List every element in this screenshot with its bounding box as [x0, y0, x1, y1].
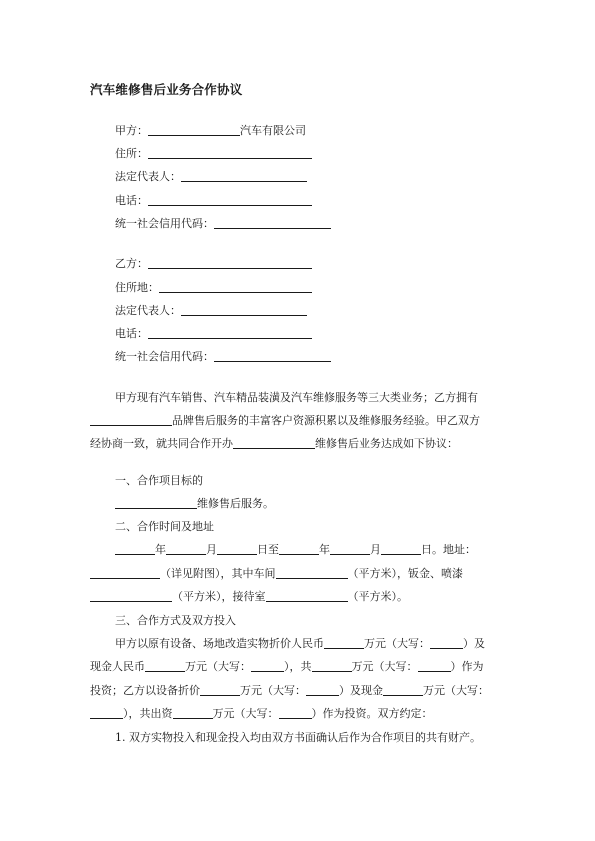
blank-field[interactable] [383, 684, 423, 696]
party-a-phone-line: 电话： [115, 194, 312, 208]
section-1-text: 维修售后服务。 [115, 497, 274, 511]
blank-field[interactable] [90, 590, 172, 602]
blank-field[interactable] [90, 707, 123, 719]
section-3-line-2: 现金人民币 万元（大写： ），共 万元（大写： ）作为 [90, 660, 484, 673]
party-b-phone-line: 电话： [115, 327, 312, 341]
blank-field[interactable] [214, 350, 331, 362]
blank-field[interactable] [312, 660, 352, 672]
document-title: 汽车维修售后业务合作协议 [90, 82, 243, 97]
party-b-address-line: 住所地： [115, 281, 312, 295]
blank-field[interactable] [181, 304, 307, 316]
blank-field[interactable] [159, 281, 312, 293]
blank-field[interactable] [173, 707, 213, 719]
party-b-credit-line: 统一社会信用代码： [115, 350, 331, 364]
blank-field[interactable] [330, 543, 370, 555]
blank-field[interactable] [276, 567, 348, 579]
blank-field[interactable] [90, 567, 160, 579]
party-a-address-line: 住所： [115, 147, 312, 161]
section-1-heading: 一、合作项目标的 [115, 474, 203, 487]
blank-field[interactable] [279, 707, 312, 719]
section-2-line-2: （详见附图），其中车间 （平方米），钣金、喷漆 [90, 567, 463, 581]
blank-field[interactable] [115, 543, 155, 555]
blank-field[interactable] [200, 684, 240, 696]
party-a-name-line: 甲方： 汽车有限公司 [115, 124, 306, 137]
blank-field[interactable] [306, 684, 339, 696]
blank-field[interactable] [381, 543, 421, 555]
section-3-line-4: ），共出资 万元（大写： ）作为投资。双方约定： [90, 707, 433, 721]
blank-field[interactable] [279, 543, 319, 555]
blank-field[interactable] [148, 147, 312, 159]
blank-field[interactable] [148, 194, 312, 206]
blank-field[interactable] [214, 217, 331, 229]
blank-field[interactable] [217, 543, 257, 555]
party-b-rep-line: 法定代表人： [115, 304, 307, 318]
blank-field[interactable] [418, 660, 451, 672]
section-2-line-1: 年 月 日至 年 月 日。地址： [115, 543, 476, 557]
section-2-heading: 二、合作时间及地址 [115, 520, 214, 533]
intro-line-1: 甲方现有汽车销售、汽车精品装潢及汽车维修服务等三大类业务；乙方拥有 [115, 391, 478, 404]
section-3-line-3: 投资；乙方以设备折价 万元（大写： ）及现金 万元（大写： [90, 684, 489, 697]
blank-field[interactable] [148, 124, 240, 136]
blank-field[interactable] [90, 414, 172, 426]
blank-field[interactable] [166, 543, 206, 555]
blank-field[interactable] [324, 637, 364, 649]
party-a-credit-line: 统一社会信用代码： [115, 217, 331, 231]
blank-field[interactable] [181, 170, 307, 182]
blank-field[interactable] [430, 637, 463, 649]
section-3-heading: 三、合作方式及双方投入 [115, 614, 236, 627]
blank-field[interactable] [251, 660, 284, 672]
blank-field[interactable] [148, 257, 312, 269]
blank-field[interactable] [115, 497, 197, 509]
blank-field[interactable] [145, 660, 185, 672]
section-2-line-3: （平方米），接待室 （平方米）。 [90, 590, 408, 604]
blank-field[interactable] [266, 590, 348, 602]
section-3-line-5: 1. 双方实物投入和现金投入均由双方书面确认后作为合作项目的共有财产。 [115, 731, 481, 744]
section-3-line-1: 甲方以原有设备、场地改造实物折价人民币 万元（大写： ）及 [115, 637, 485, 650]
party-b-name-line: 乙方： [115, 257, 312, 271]
blank-field[interactable] [148, 327, 312, 339]
intro-line-3: 经协商一致，就共同合作开办 维修售后业务达成如下协议： [90, 437, 458, 450]
intro-line-2: 品牌售后服务的丰富客户资源积累以及维修服务经验。甲乙双方 [90, 414, 480, 428]
blank-field[interactable] [233, 437, 315, 449]
party-a-rep-line: 法定代表人： [115, 170, 307, 184]
